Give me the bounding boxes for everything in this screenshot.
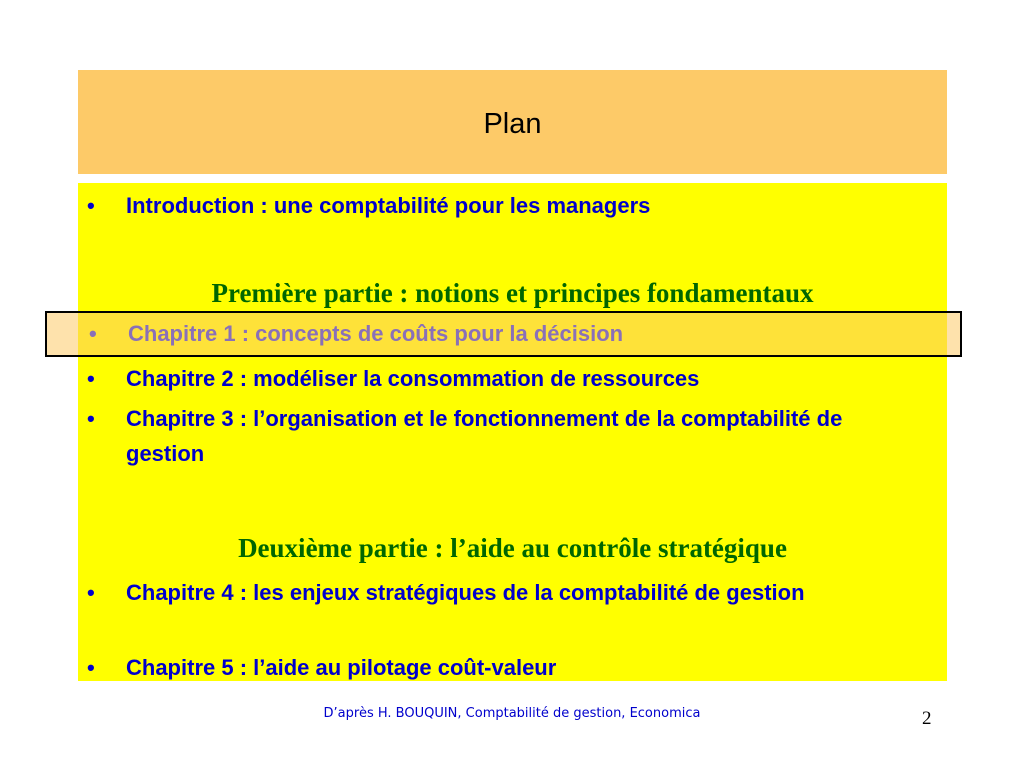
bullet-icon: •: [87, 580, 95, 605]
part2-heading: Deuxième partie : l’aide au contrôle stratégique: [238, 533, 787, 563]
bullet-icon: •: [87, 366, 95, 391]
chapter4-item: Chapitre 4 : les enjeux stratégiques de la comptabilité de gestion: [126, 580, 805, 605]
bullet-icon: •: [87, 193, 95, 218]
bullet-icon: •: [89, 321, 97, 346]
chapter1-item: Chapitre 1 : concepts de coûts pour la décision: [128, 321, 624, 346]
content-box: [78, 183, 947, 681]
chapter3-item: Chapitre 3 : l’organisation et le fonctionnement de la comptabilité de gestion: [126, 406, 843, 466]
footer-credit: D’après H. BOUQUIN, Comptabilité de gestion, Economica: [323, 706, 701, 721]
bullet-icon: •: [87, 406, 95, 431]
chapter2-item: Chapitre 2 : modéliser la consommation de ressources: [126, 366, 700, 391]
intro-item: Introduction : une comptabilité pour les managers: [126, 193, 651, 218]
page-number: 2: [922, 708, 932, 729]
bullet-icon: •: [87, 655, 95, 680]
chapter5-item: Chapitre 5 : l’aide au pilotage coût-valeur: [126, 655, 557, 680]
part1-heading: Première partie : notions et principes fondamentaux: [211, 278, 814, 308]
title-box: [78, 70, 947, 174]
chapter1-highlight: [45, 311, 962, 357]
slide-title: Plan: [483, 107, 542, 140]
